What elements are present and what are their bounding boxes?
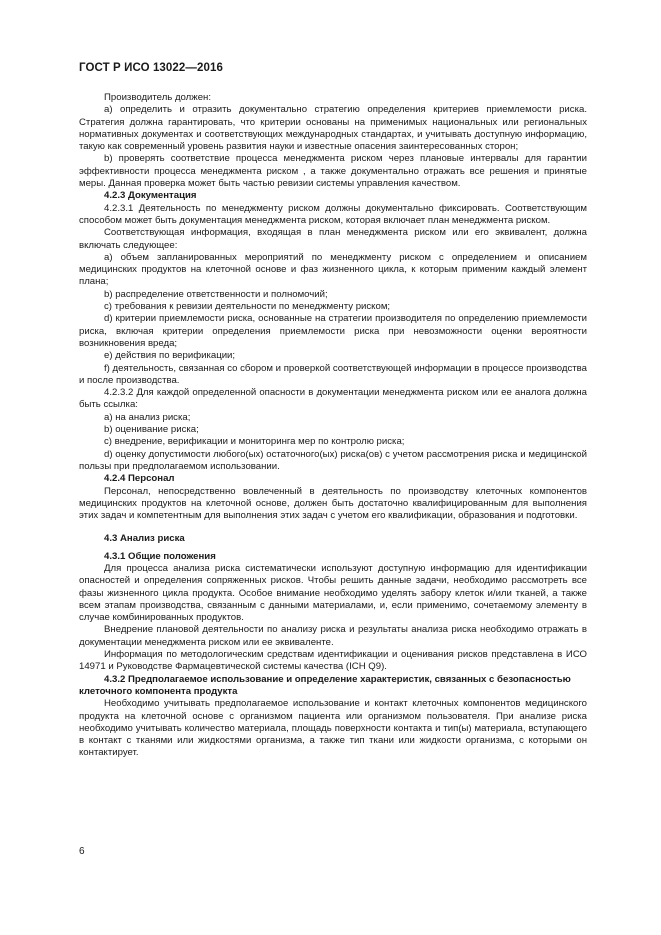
paragraph: b) распределение ответственности и полномочий; xyxy=(104,288,328,300)
document-body xyxy=(79,92,587,760)
paragraph: Соответствующая информация, входящая в план менеджмента риском или его эквивалент, должна включать следующее: xyxy=(79,227,587,251)
section-heading: 4.3 Анализ риска xyxy=(104,533,185,545)
paragraph: Информация по методологическим средствам идентификации и оценивания рисков представлена в ИСО 14971 и Руководстве Фармацевтической системы качества (ICH Q9). xyxy=(79,649,587,673)
paragraph: 4.2.3.1 Деятельность по менеджменту риском должны документально фиксировать. Соответствующим способом может быть документация менеджмента риском, которая включает план менеджмента риском. xyxy=(79,202,587,226)
paragraph: Для процесса анализа риска систематически используют доступную информацию для идентификации опасностей и определения сопряженных рисков. Чтобы решить данные задачи, необходимо рассмотреть все фазы жизненного цикла продукта. Особое внимание необходимо уделять забору клеток и/или тканей, а также всем этапам производства, связанным с данными материалами, и, если применимо, сочетаемому элементу в случае комбинированных продуктов. xyxy=(79,562,587,624)
section-heading: 4.2.4 Персонал xyxy=(104,473,175,485)
paragraph: а) объем запланированных мероприятий по менеджменту риском с определением и описанием медицинских продуктов на клеточной основе и фаз жизненного цикла, к которым применим каждый элемент плана; xyxy=(79,251,587,288)
paragraph: а) на анализ риска; xyxy=(104,411,191,423)
page-number: 6 xyxy=(79,846,85,857)
paragraph: c) требования к ревизии деятельности по менеджменту риском; xyxy=(104,301,391,313)
paragraph: f) деятельность, связанная со сбором и проверкой соответствующей информации в процессе производства и после производства. xyxy=(79,362,587,386)
paragraph: Производитель должен: xyxy=(104,92,211,103)
paragraph: а) определить и отразить документально стратегию определения критериев приемлемости риска. Стратегия должна гарантировать, что критерии основаны на применимых национальных или региональных нормативных документах и соответствующих международных стандартах, и учитывать доступную информацию, такую как современный уровень развития науки и известные опасения заинтересованных сторон; xyxy=(79,104,587,153)
paragraph: 4.2.3.2 Для каждой определенной опасности в документации менеджмента риском или ее аналога должна быть ссылка: xyxy=(79,387,587,411)
paragraph: Внедрение плановой деятельности по анализу риска и результаты анализа риска необходимо отражать в документации менеджмента риском или ее эквиваленте. xyxy=(79,624,587,648)
document-header: ГОСТ Р ИСО 13022—2016 xyxy=(79,62,224,74)
paragraph: e) действия по верификации; xyxy=(104,350,236,362)
paragraph: d) оценку допустимости любого(ых) остаточного(ых) риска(ов) с учетом рассмотрения риска и медицинской пользы при предполагаемом использовании. xyxy=(79,448,587,472)
paragraph: c) внедрение, верификации и мониторинга мер по контролю риска; xyxy=(104,436,405,448)
paragraph: b) оценивание риска; xyxy=(104,424,199,436)
paragraph: Необходимо учитывать предполагаемое использование и контакт клеточных компонентов медицинского продукта на клеточной основе с организмом пациента или организмом пользователя. При анализе риска необходимо учитывать количество материала, площадь поверхности контакта и тип(ы) материала, вступающего в контакт с тканями или жидкостями организма, а также тип ткани или жидкости организма, с которыми он контактирует. xyxy=(79,698,587,759)
section-heading: 4.3.2 Предполагаемое использование и определение характеристик, связанных с безопасностью клеточного компонента продукта xyxy=(79,673,571,697)
section-heading: 4.2.3 Документация xyxy=(104,190,197,202)
paragraph: d) критерии приемлемости риска, основанные на стратегии производителя по определению приемлемости риска, включая критерии определения приемлемости риска при невозможности оценки вероятности возникновения вреда; xyxy=(79,313,587,349)
paragraph: Персонал, непосредственно вовлеченный в деятельность по производству клеточных компонентов медицинских продуктов на клеточной основе, должен быть достаточно квалифицированным для выполнения этих задач и компетентным для выполнения этих задач с учетом его квалификации, образования и подготовки. xyxy=(79,485,587,522)
paragraph: b) проверять соответствие процесса менеджмента риском через плановые интервалы для гарантии эффективности процесса менеджмента риском , а также документально отражать все решения и принятые меры. Данная проверка может быть частью ревизии системы управления качеством. xyxy=(79,153,587,190)
section-heading: 4.3.1 Общие положения xyxy=(104,550,216,562)
